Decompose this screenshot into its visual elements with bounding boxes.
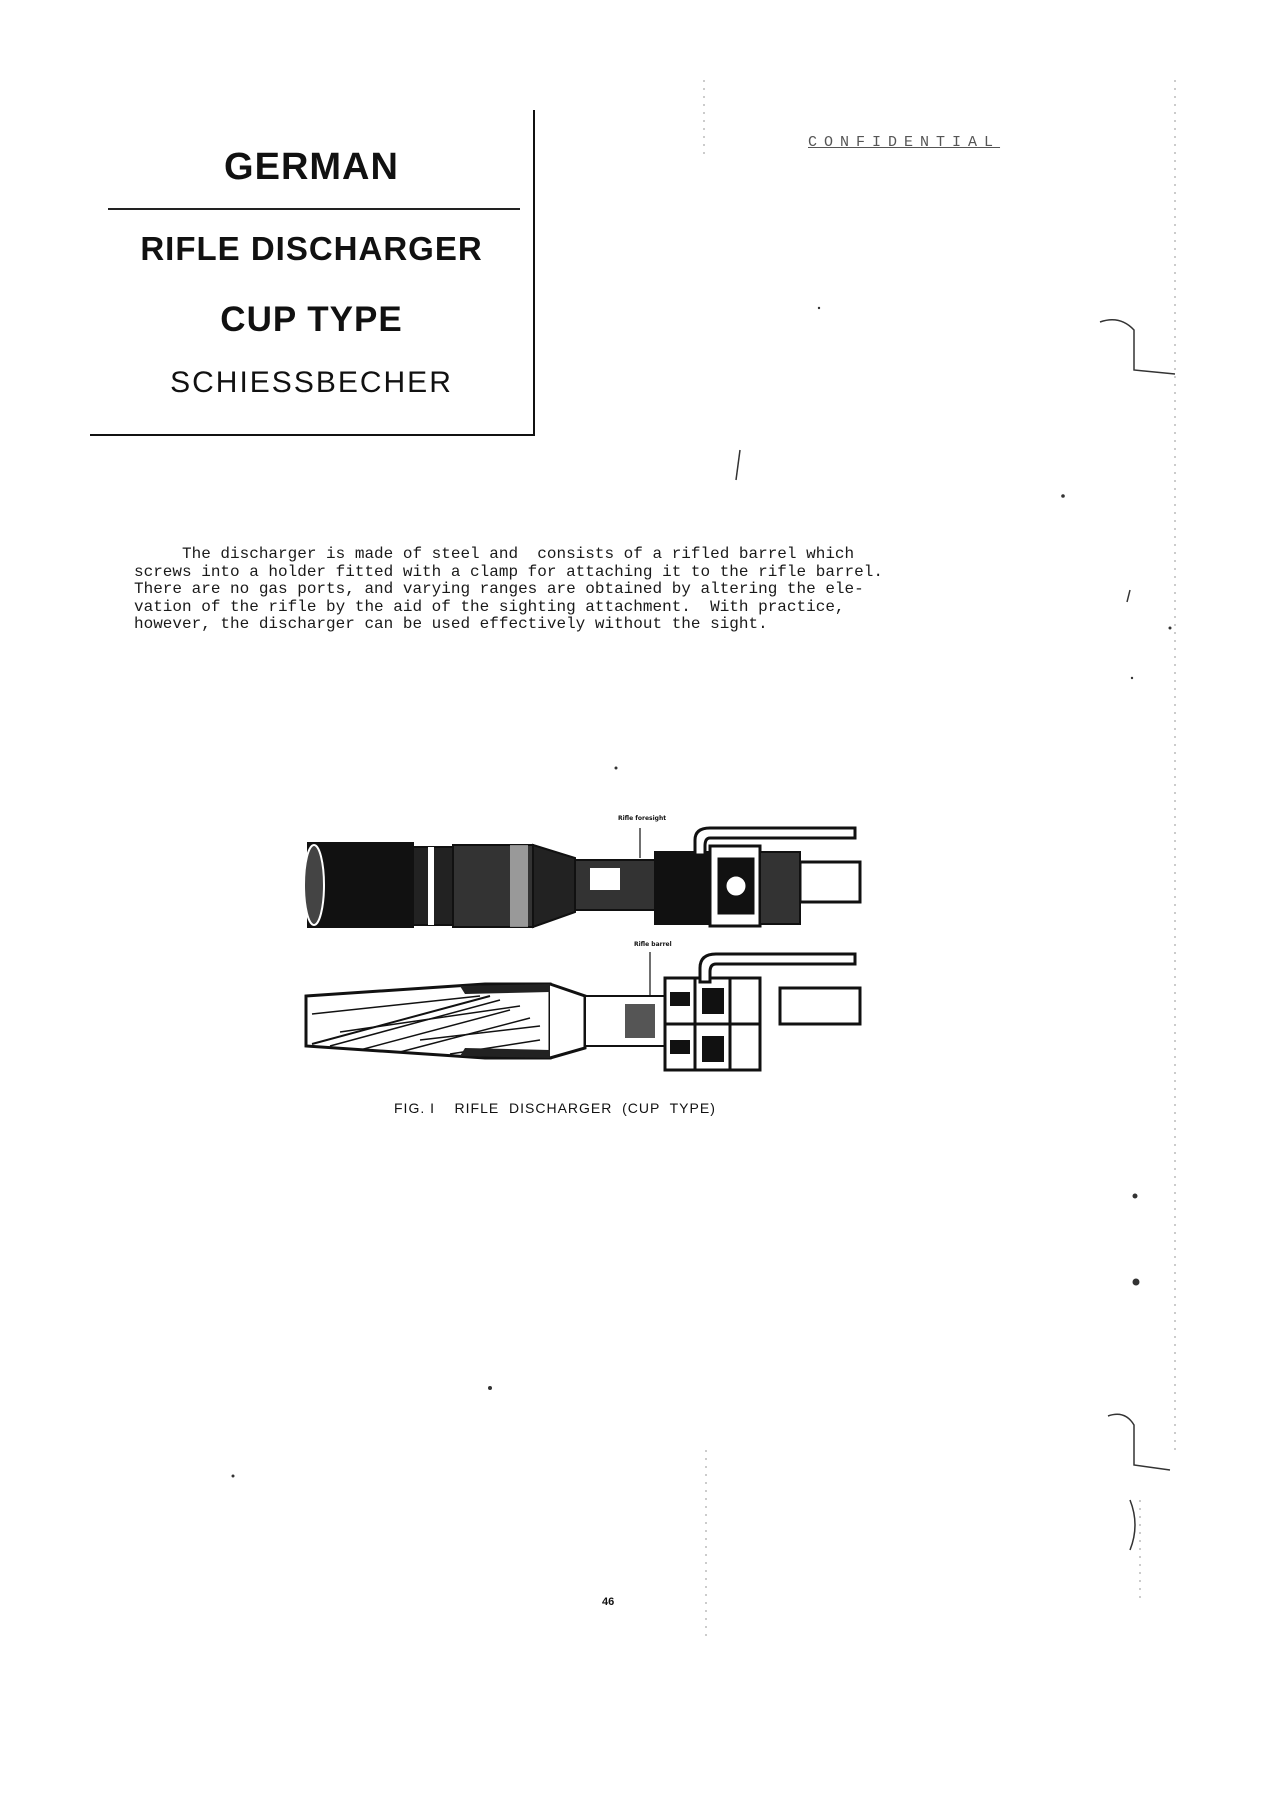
heading-country: GERMAN	[224, 146, 399, 188]
figure-caption: FIG. I RIFLE DISCHARGER (CUP TYPE)	[394, 1100, 716, 1116]
heading-line-2: CUP TYPE	[220, 300, 403, 339]
classification-marking: CONFIDENTIAL	[808, 134, 1001, 151]
body-paragraph: The discharger is made of steel and consists of a rifled barrel which screws into a holder fitted with a clamp for attaching it to the rifle barrel. There are no gas ports, and varying ranges are obtained by altering the ele- vation of the rifle by the aid of the sighting attachment. With practice, however, the discharger can be used effectively without the sight.	[134, 545, 883, 633]
label-rifle-foresight: Rifle foresight	[618, 815, 667, 822]
label-rifle-barrel: Rifle barrel	[634, 941, 672, 948]
page-number: 46	[602, 1596, 615, 1608]
heading-german-name: SCHIESSBECHER	[170, 366, 453, 399]
heading-line-1: RIFLE DISCHARGER	[140, 230, 483, 267]
